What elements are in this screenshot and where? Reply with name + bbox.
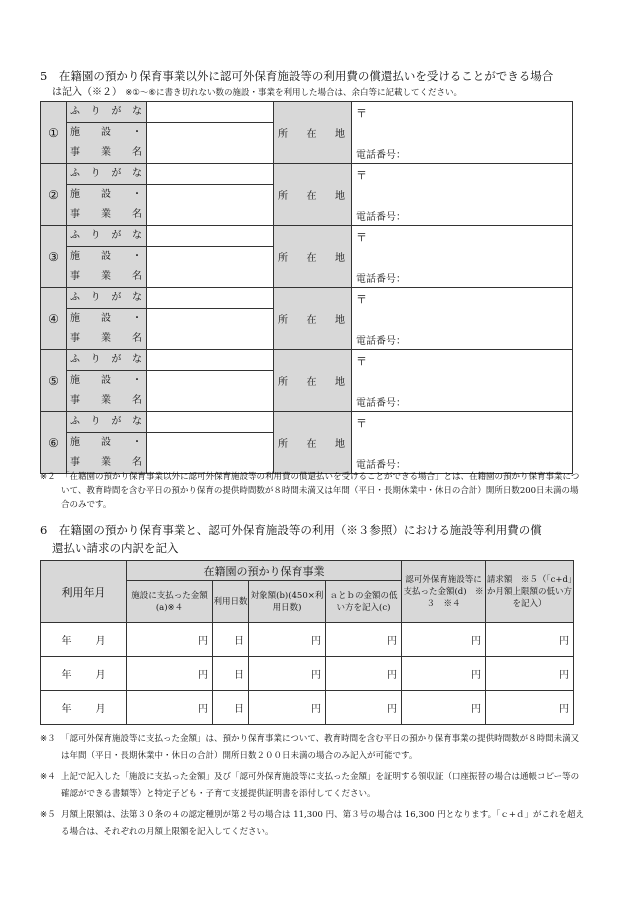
label-char: 事 — [70, 147, 80, 158]
facility-name-label — [67, 371, 147, 412]
location-char: 在 — [306, 439, 317, 450]
postal-mark: 〒 — [356, 107, 367, 120]
label-char: 業 — [101, 333, 111, 344]
label-char: 設 — [101, 251, 111, 262]
billing-row — [41, 623, 574, 657]
furigana-input[interactable] — [147, 226, 274, 247]
address-input[interactable] — [352, 350, 573, 412]
day-unit: 日 — [234, 636, 244, 647]
label-char: 業 — [101, 457, 111, 468]
phone-label: 電話番号： — [356, 398, 406, 409]
label-char: 設 — [101, 189, 111, 200]
address-input[interactable] — [352, 102, 573, 164]
days-input[interactable] — [213, 657, 249, 691]
note-5 — [40, 807, 585, 841]
furigana-char: り — [90, 292, 101, 303]
label-char: ・ — [132, 313, 142, 324]
section5-subtitle — [52, 87, 612, 99]
facility-name-input[interactable] — [147, 433, 274, 474]
furigana-input[interactable] — [147, 288, 274, 309]
header-group: 在籍園の預かり保育事業 — [127, 561, 402, 581]
furigana-char: な — [131, 416, 142, 427]
amount-a-input[interactable] — [127, 657, 213, 691]
facility-name-label — [67, 309, 147, 350]
yen-unit: 円 — [471, 636, 481, 647]
location-char: 地 — [335, 315, 345, 326]
section5-sub-note: ※①〜⑥に書き切れない数の施設・事業を利用した場合は、余白等に記載してください。 — [125, 88, 463, 98]
label-char: 名 — [132, 209, 142, 220]
furigana-char: ふ — [70, 292, 80, 303]
year-unit: 年 — [61, 670, 72, 681]
yen-unit: 円 — [311, 704, 321, 715]
label-char: 事 — [70, 457, 80, 468]
location-char: 所 — [278, 253, 288, 264]
year-unit: 年 — [61, 636, 72, 647]
furigana-char: が — [111, 106, 122, 117]
section6-title — [40, 521, 585, 557]
note-text: 上記で記入した「施設に支払った金額」及び「認可外保育施設等に支払った金額」を証明する領収証（口座振替の場合は通帳コピー等の確認ができる書類等）と特定子ども・子育て支援提供証明書を添付してください。 — [61, 772, 580, 799]
claim-amount-input[interactable] — [486, 657, 574, 691]
note-text: 「認可外保育施設等に支払った金額」は、預かり保育事業について、教育時間を含む平日の預かり保育事業の提供時間数が８時間未満又は年間（平日・長期休業中・休日の合計）開所日数２００日未満の場合のみ記入が可能です。 — [61, 734, 580, 761]
billing-row — [41, 657, 574, 691]
section5-title: 5 在籍園の預かり保育事業以外に認可外保育施設等の利用費の償還払いを受けることができる場合 — [40, 69, 554, 83]
note-mark: ※５ — [40, 810, 56, 820]
note-mark: ※３ — [40, 734, 56, 744]
furigana-char: が — [111, 416, 122, 427]
location-label — [274, 350, 352, 412]
facility-name-input[interactable] — [147, 309, 274, 350]
label-char: ・ — [132, 189, 142, 200]
yen-unit: 円 — [471, 670, 481, 681]
label-char: 事 — [70, 271, 80, 282]
amount-b-input[interactable] — [249, 623, 326, 657]
note-text: 月額上限額は、法第３０条の４の認定種別が第２号の場合は 11,300 円、第３号の場合は 16,300 円となります。「ｃ+ｄ」がこれを超える場合は、それぞれの月額上限額を記入してください。 — [61, 810, 584, 837]
furigana-char: り — [90, 168, 101, 179]
claim-amount-input[interactable] — [486, 623, 574, 657]
furigana-input[interactable] — [147, 164, 274, 185]
label-char: 施 — [70, 127, 80, 138]
label-char: 設 — [101, 127, 111, 138]
note-2-text: 「在籍園の預かり保育事業以外に認可外保育施設等の利用費の償還払いを受けることができる場合」とは、在籍園の預かり保育事業について、教育時間を含む平日の預かり保育の提供時間数が８時間未満又は年間（平日・長期休業中・休日の合計）開所日数200日未満の場合のみです。 — [61, 472, 580, 510]
yen-unit: 円 — [387, 636, 397, 647]
postal-mark: 〒 — [356, 293, 367, 306]
day-unit: 日 — [234, 704, 244, 715]
address-input[interactable] — [352, 288, 573, 350]
days-input[interactable] — [213, 691, 249, 725]
note-4 — [40, 769, 585, 803]
furigana-char: な — [131, 106, 142, 117]
facility-number: ① — [41, 102, 67, 164]
location-label — [274, 412, 352, 474]
furigana-input[interactable] — [147, 350, 274, 371]
claim-amount-input[interactable] — [486, 691, 574, 725]
header-days: 利用日数 — [213, 581, 249, 623]
label-char: 施 — [70, 313, 80, 324]
furigana-char: ふ — [70, 230, 80, 241]
yen-unit: 円 — [387, 670, 397, 681]
label-char: 業 — [101, 271, 111, 282]
label-char: ・ — [132, 437, 142, 448]
facility-number: ⑤ — [41, 350, 67, 412]
furigana-char: り — [90, 230, 101, 241]
address-input[interactable] — [352, 226, 573, 288]
furigana-label — [67, 350, 147, 371]
header-a: 施設に支払った金額(a)※４ — [127, 581, 213, 623]
phone-label: 電話番号： — [356, 150, 406, 161]
year-month-input[interactable] — [41, 691, 127, 725]
furigana-char: な — [131, 354, 142, 365]
facility-table — [40, 101, 573, 474]
furigana-char: な — [131, 292, 142, 303]
location-label — [274, 226, 352, 288]
facility-name-label — [67, 247, 147, 288]
postal-mark: 〒 — [356, 169, 367, 182]
furigana-label — [67, 226, 147, 247]
furigana-label — [67, 412, 147, 433]
furigana-char: り — [90, 354, 101, 365]
location-char: 在 — [306, 129, 317, 140]
yen-unit: 円 — [198, 670, 208, 681]
location-char: 所 — [278, 377, 288, 388]
header-c: ａとｂの金額の低い方を記入(c) — [326, 581, 402, 623]
furigana-char: が — [111, 168, 122, 179]
facility-name-input[interactable] — [147, 123, 274, 164]
header-b: 対象額(b)(450×利用日数) — [249, 581, 326, 623]
location-char: 地 — [335, 129, 345, 140]
location-char: 所 — [278, 129, 288, 140]
furigana-char: り — [90, 106, 101, 117]
section5-sub-main: は記入（※２） — [52, 87, 122, 98]
label-char: ・ — [132, 251, 142, 262]
location-char: 在 — [306, 253, 317, 264]
month-unit: 月 — [95, 636, 106, 647]
postal-mark: 〒 — [356, 355, 367, 368]
furigana-char: ふ — [70, 106, 80, 117]
location-label — [274, 164, 352, 226]
facility-number: ② — [41, 164, 67, 226]
amount-d-input[interactable] — [402, 623, 486, 657]
furigana-label — [67, 102, 147, 123]
section6-title-line2: 還払い請求の内訳を記入 — [52, 541, 179, 555]
month-unit: 月 — [95, 704, 106, 715]
billing-row — [41, 691, 574, 725]
yen-unit: 円 — [559, 704, 569, 715]
location-char: 在 — [306, 377, 317, 388]
label-char: 名 — [132, 457, 142, 468]
facility-name-input[interactable] — [147, 371, 274, 412]
amount-a-input[interactable] — [127, 691, 213, 725]
label-char: 設 — [101, 313, 111, 324]
label-char: 事 — [70, 395, 80, 406]
billing-table — [40, 560, 574, 725]
amount-b-input[interactable] — [249, 657, 326, 691]
furigana-char: が — [111, 230, 122, 241]
month-unit: 月 — [95, 670, 106, 681]
furigana-char: が — [111, 292, 122, 303]
label-char: 設 — [101, 437, 111, 448]
yen-unit: 円 — [311, 636, 321, 647]
label-char: 業 — [101, 147, 111, 158]
location-label — [274, 102, 352, 164]
address-input[interactable] — [352, 164, 573, 226]
section6-title-line1: 6 在籍園の預かり保育事業と、認可外保育施設等の利用（※３参照）における施設等利用費の償 — [40, 523, 542, 537]
label-char: 業 — [101, 395, 111, 406]
location-char: 地 — [335, 253, 345, 264]
year-unit: 年 — [61, 704, 72, 715]
note-mark: ※４ — [40, 772, 56, 782]
header-year-month: 利用年月 — [41, 561, 127, 623]
furigana-char: ふ — [70, 354, 80, 365]
yen-unit: 円 — [387, 704, 397, 715]
note-2-mark: ※２ — [40, 472, 56, 482]
yen-unit: 円 — [198, 636, 208, 647]
phone-label: 電話番号： — [356, 336, 406, 347]
furigana-char: ふ — [70, 416, 80, 427]
location-char: 地 — [335, 191, 345, 202]
postal-mark: 〒 — [356, 231, 367, 244]
label-char: 施 — [70, 251, 80, 262]
facility-number: ④ — [41, 288, 67, 350]
phone-label: 電話番号： — [356, 274, 406, 285]
facility-name-label — [67, 433, 147, 474]
yen-unit: 円 — [471, 704, 481, 715]
label-char: ・ — [132, 127, 142, 138]
label-char: 業 — [101, 209, 111, 220]
label-char: 施 — [70, 189, 80, 200]
yen-unit: 円 — [311, 670, 321, 681]
label-char: 施 — [70, 437, 80, 448]
day-unit: 日 — [234, 670, 244, 681]
location-label — [274, 288, 352, 350]
location-char: 在 — [306, 191, 317, 202]
header-claim: 請求額 ※５（「c+d」か月額上限額の低い方を記入） — [486, 561, 574, 623]
label-char: 名 — [132, 333, 142, 344]
furigana-char: な — [131, 168, 142, 179]
location-char: 所 — [278, 439, 288, 450]
header-d: 認可外保育施設等に支払った金額(d) ※３ ※４ — [402, 561, 486, 623]
facility-name-input[interactable] — [147, 185, 274, 226]
amount-c-input[interactable] — [326, 691, 402, 725]
amount-a-input[interactable] — [127, 623, 213, 657]
furigana-input[interactable] — [147, 412, 274, 433]
label-char: 名 — [132, 395, 142, 406]
label-char: 施 — [70, 375, 80, 386]
facility-name-label — [67, 185, 147, 226]
furigana-label — [67, 288, 147, 309]
location-char: 在 — [306, 315, 317, 326]
furigana-char: な — [131, 230, 142, 241]
location-char: 所 — [278, 315, 288, 326]
label-char: 事 — [70, 209, 80, 220]
amount-c-input[interactable] — [326, 657, 402, 691]
phone-label: 電話番号： — [356, 212, 406, 223]
yen-unit: 円 — [559, 670, 569, 681]
location-char: 地 — [335, 439, 345, 450]
facility-number: ③ — [41, 226, 67, 288]
postal-mark: 〒 — [356, 417, 367, 430]
note-2 — [40, 470, 585, 512]
label-char: 名 — [132, 271, 142, 282]
label-char: 事 — [70, 333, 80, 344]
label-char: 設 — [101, 375, 111, 386]
yen-unit: 円 — [559, 636, 569, 647]
phone-label: 電話番号： — [356, 460, 406, 471]
facility-name-input[interactable] — [147, 247, 274, 288]
address-input[interactable] — [352, 412, 573, 474]
facility-number: ⑥ — [41, 412, 67, 474]
amount-b-input[interactable] — [249, 691, 326, 725]
yen-unit: 円 — [198, 704, 208, 715]
amount-c-input[interactable] — [326, 623, 402, 657]
note-3 — [40, 731, 585, 765]
amount-d-input[interactable] — [402, 691, 486, 725]
furigana-input[interactable] — [147, 102, 274, 123]
furigana-label — [67, 164, 147, 185]
days-input[interactable] — [213, 623, 249, 657]
amount-d-input[interactable] — [402, 657, 486, 691]
furigana-char: り — [90, 416, 101, 427]
label-char: 名 — [132, 147, 142, 158]
location-char: 所 — [278, 191, 288, 202]
year-month-input[interactable] — [41, 623, 127, 657]
year-month-input[interactable] — [41, 657, 127, 691]
furigana-char: が — [111, 354, 122, 365]
location-char: 地 — [335, 377, 345, 388]
label-char: ・ — [132, 375, 142, 386]
notes-list — [40, 731, 585, 845]
facility-name-label — [67, 123, 147, 164]
furigana-char: ふ — [70, 168, 80, 179]
